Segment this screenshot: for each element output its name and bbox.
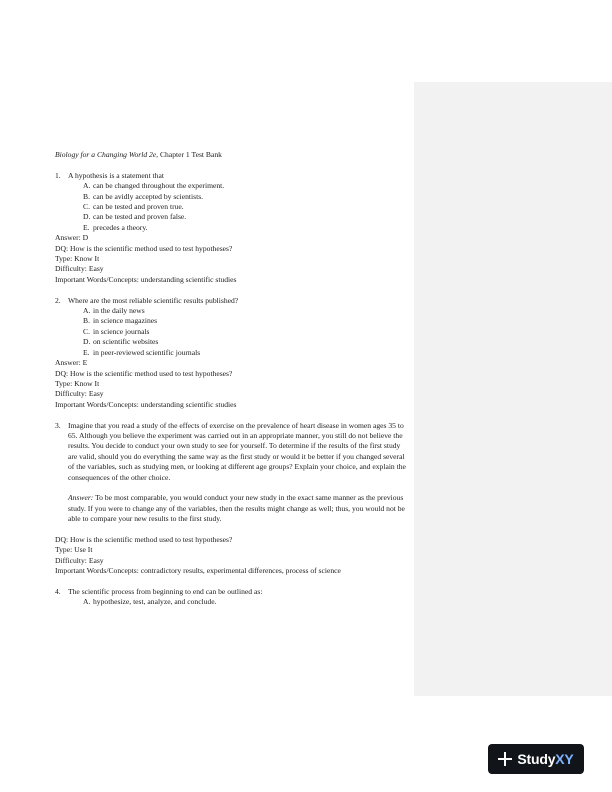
question-4-text: The scientific process from beginning to end can be outlined as: (68, 586, 263, 596)
question-1-text: A hypothesis is a statement that (68, 170, 164, 180)
question-3: 3. Imagine that you read a study of the effects of exercise on the prevalence of heart disease in women ages 35 to 65. Although you believe the experiment was carried out in an appropriate manner, you still do not believe the results. You decide to conduct your own study to see for yourself. To determine if the results of the first study are valid, should you do everything the same way as the first study or would it be better if you changed several of the variables, such as studying men, or looking at different age groups? Explain your choice, and explain the consequences of the other choice. (55, 421, 410, 483)
option-a: A. can be changed throughout the experiment. (83, 181, 225, 191)
question-1-answer: Answer: D (55, 233, 89, 243)
logo-text: StudyXY (517, 751, 574, 767)
question-1: 1. A hypothesis is a statement that (55, 171, 410, 181)
question-3-text: Imagine that you read a study of the effects of exercise on the prevalence of heart disease in women ages 35 to 65. Although you believe the experiment was carried out in an appropriate manner, you still do not believe the results. You decide to conduct your own study to see for yourself. To determine if the results of the first study are valid, should you do everything the same way as the first study or would it be better if you changed several of the variables, such as studying men, or looking at different age groups? Explain your choice, and explain the consequences of the other choice. (68, 420, 406, 482)
question-1-type: Type: Know It (55, 254, 100, 264)
question-1-concepts: Important Words/Concepts: understanding scientific studies (55, 274, 237, 284)
option-e: E. in peer-reviewed scientific journals (83, 347, 201, 357)
question-3-answer: Answer: To be most comparable, you would conduct your new study in the exact same manner as the previous study. If you were to change any of the variables, then the results might change as well; thus, you would not be able to compare your new results to the first study. (68, 493, 405, 524)
studyxy-logo (488, 744, 584, 774)
question-4: 4. The scientific process from beginning to end can be outlined as: (55, 587, 410, 597)
question-2-text: Where are the most reliable scientific results published? (68, 295, 239, 305)
question-3-dq: DQ: How is the scientific method used to test hypotheses? (55, 534, 233, 544)
option-e: E. precedes a theory. (83, 222, 148, 232)
question-3-difficulty: Difficulty: Easy (55, 555, 104, 565)
option-c: C. in science journals (83, 326, 150, 336)
option-d: D. on scientific websites (83, 337, 159, 347)
question-2: 2. Where are the most reliable scientific results published? (55, 296, 410, 306)
comment-pane (414, 82, 612, 696)
question-3-concepts: Important Words/Concepts: contradictory results, experimental differences, process of science (55, 566, 341, 576)
option-a: A. in the daily news (83, 306, 145, 316)
question-2-type: Type: Know It (55, 378, 100, 388)
option-b: B. can be avidly accepted by scientists. (83, 191, 204, 201)
question-2-dq: DQ: How is the scientific method used to test hypotheses? (55, 368, 233, 378)
option-d: D. can be tested and proven false. (83, 212, 187, 222)
test-bank-content (55, 150, 410, 608)
question-2-concepts: Important Words/Concepts: understanding scientific studies (55, 399, 237, 409)
question-2-difficulty: Difficulty: Easy (55, 389, 104, 399)
question-1-difficulty: Difficulty: Easy (55, 264, 104, 274)
question-3-type: Type: Use It (55, 545, 93, 555)
plus-icon (498, 752, 512, 766)
question-1-dq: DQ: How is the scientific method used to test hypotheses? (55, 243, 233, 253)
question-2-answer: Answer: E (55, 358, 88, 368)
question-2-options (83, 306, 410, 358)
option-a: A. hypothesize, test, analyze, and conclude. (83, 597, 217, 607)
document-title: Biology for a Changing World 2e, Chapter 1 Test Bank (55, 150, 222, 159)
option-b: B. in science magazines (83, 316, 158, 326)
question-4-options (83, 597, 410, 607)
option-c: C. can be tested and proven true. (83, 202, 184, 212)
question-1-options (83, 181, 410, 233)
